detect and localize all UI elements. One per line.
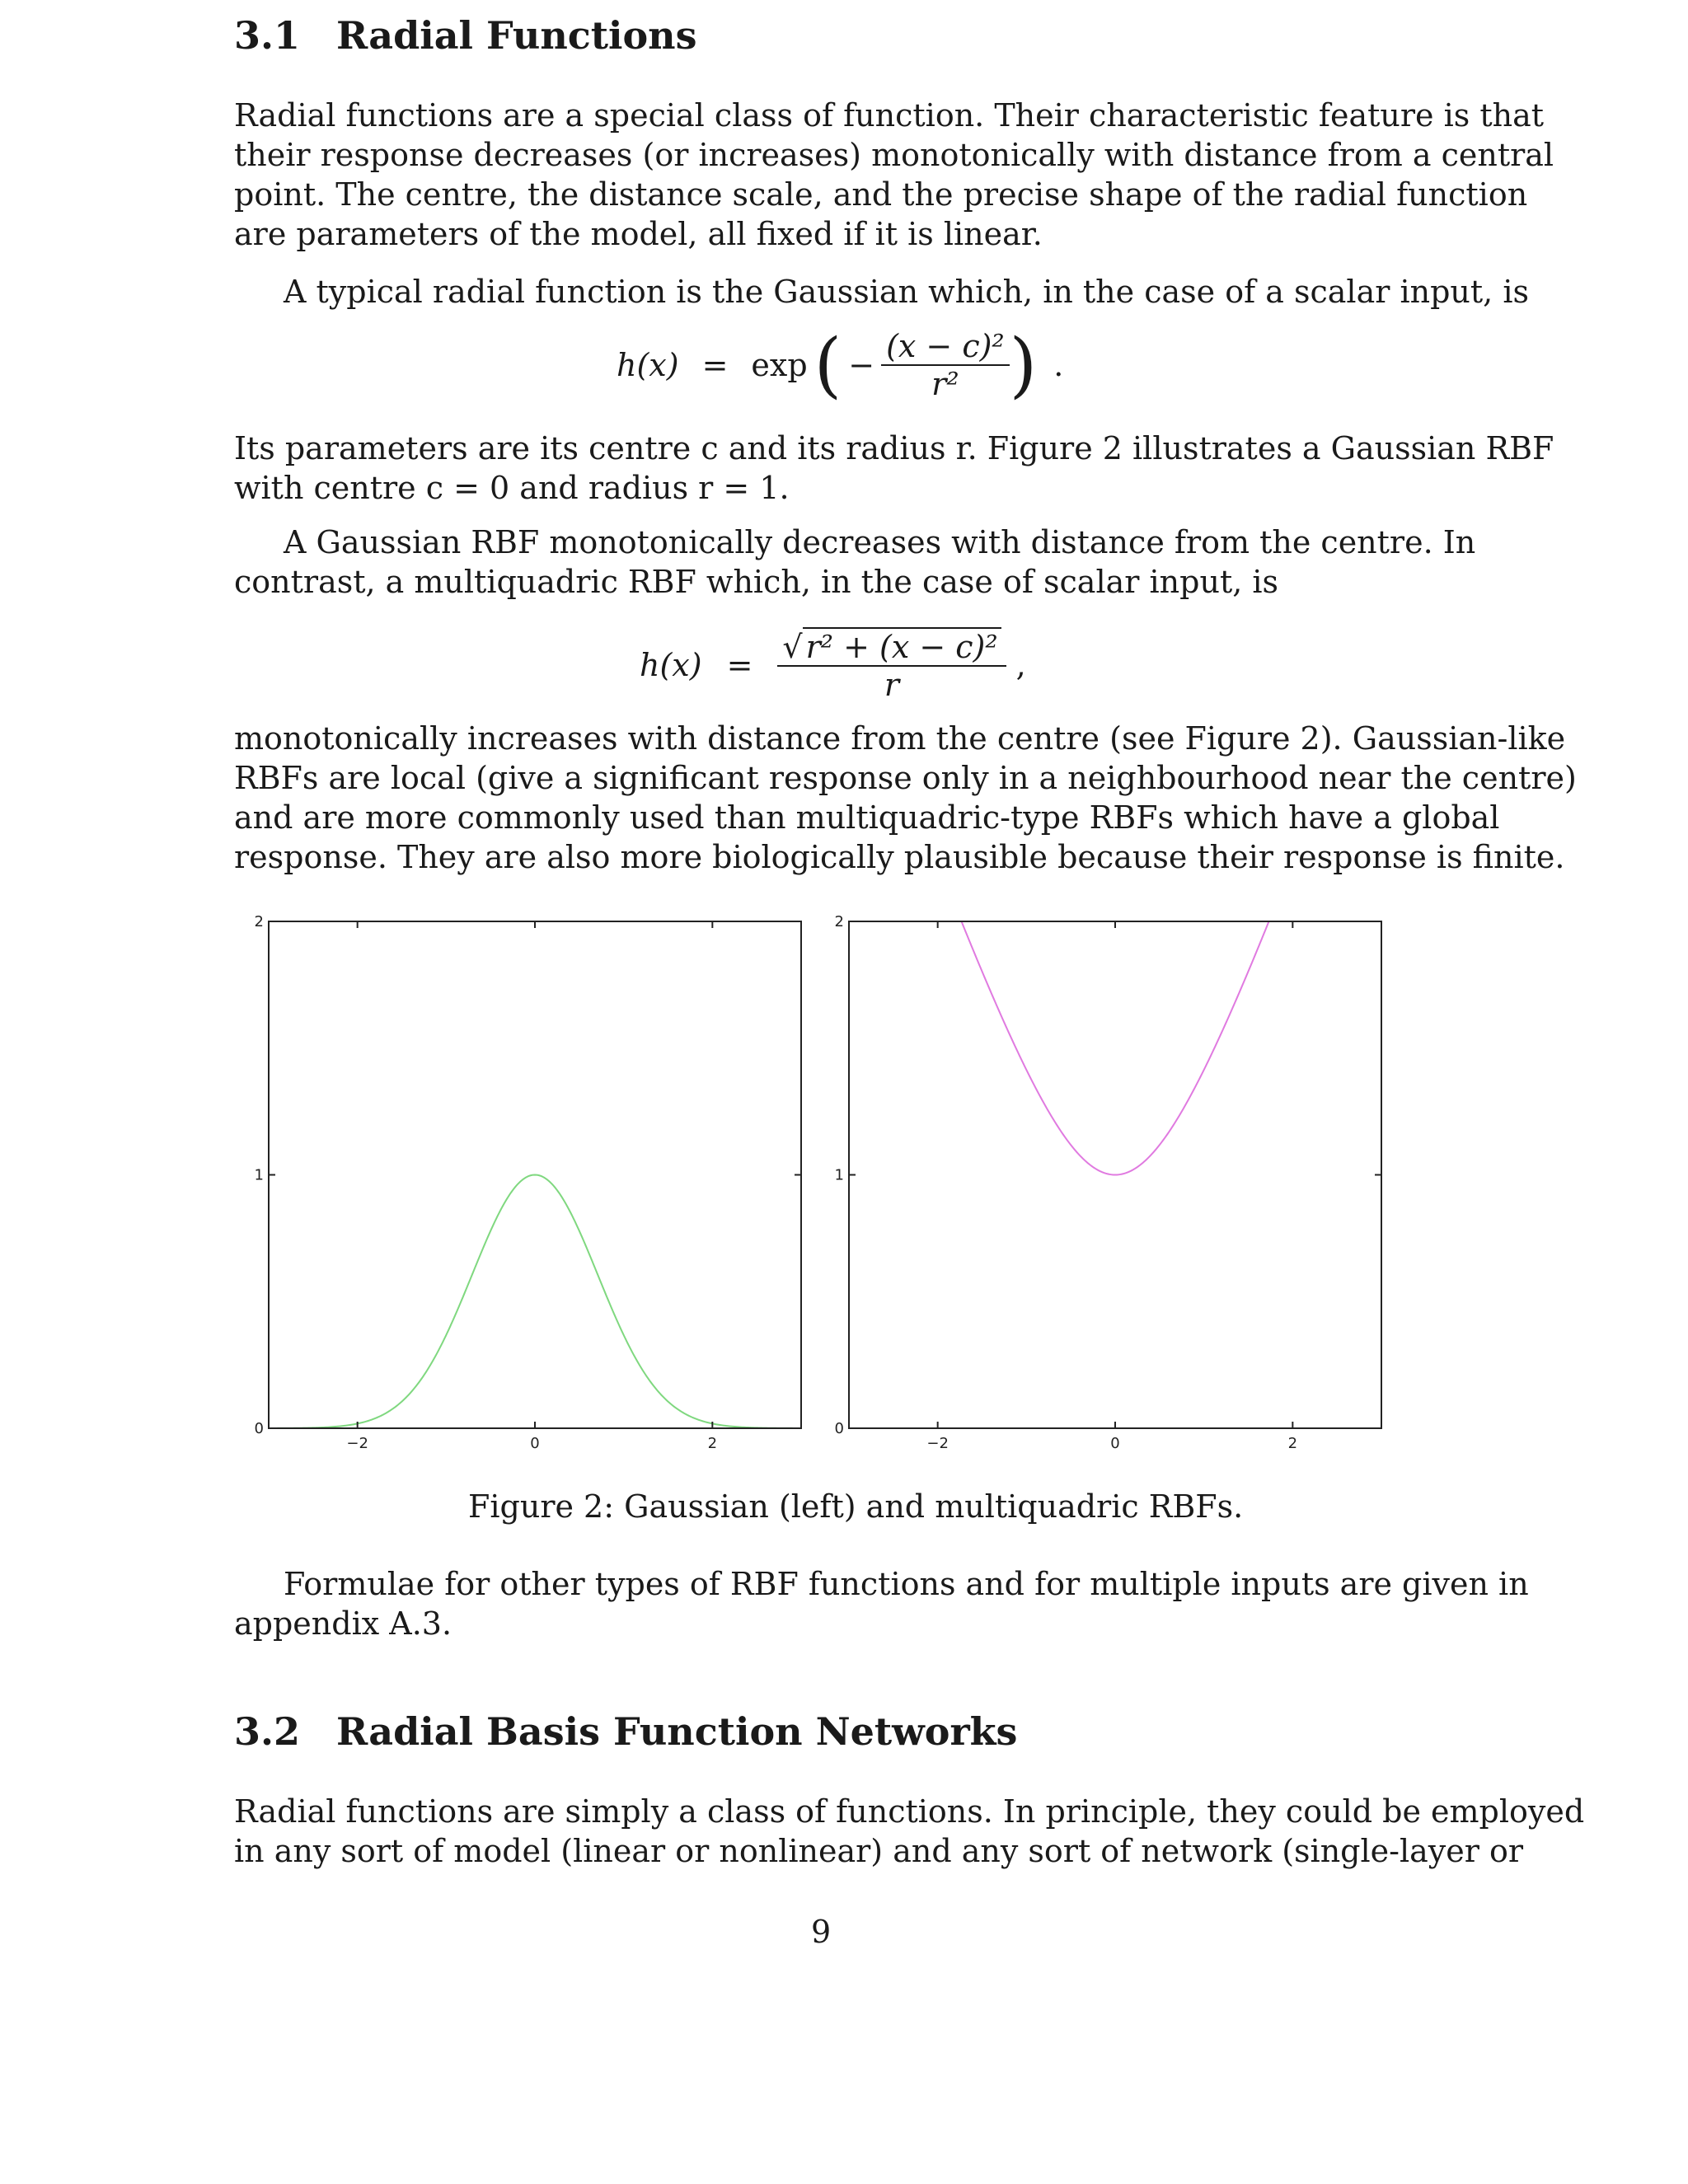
sqrt-symbol: √ <box>782 629 803 665</box>
text-line: RBFs are local (give a significant response only in a neighbourhood near the centre) <box>234 760 1577 796</box>
paragraph-multiquadric-intro <box>234 523 1476 602</box>
text-line: are parameters of the model, all fixed if it is linear. <box>234 216 1043 252</box>
section-heading-3-1 <box>234 13 697 58</box>
equation-gaussian <box>617 312 1063 419</box>
figure-2 <box>239 907 1409 1459</box>
radicand: r² + (x − c)² <box>803 627 1001 665</box>
left-paren: ( <box>814 324 842 406</box>
y-tick-label: 1 <box>834 1166 844 1184</box>
fraction <box>881 328 1010 402</box>
figure-caption: Figure 2: Gaussian (left) and multiquadric RBFs. <box>468 1488 1244 1525</box>
x-tick-label: 0 <box>530 1435 540 1452</box>
paragraph-rbf-networks <box>234 1792 1585 1871</box>
y-tick-label: 2 <box>834 913 844 930</box>
text-line: monotonically increases with distance from the centre (see Figure 2). Gaussian-like <box>234 720 1566 757</box>
fraction <box>777 627 1006 703</box>
minus-sign: − <box>848 347 875 383</box>
text-line: point. The centre, the distance scale, and the precise shape of the radial function <box>234 176 1528 213</box>
comma: , <box>1015 647 1026 683</box>
text-line: A Gaussian RBF monotonically decreases with distance from the centre. In <box>284 524 1476 560</box>
section-title: Radial Functions <box>336 13 697 58</box>
text-line: Radial functions are a special class of function. Their characteristic feature is that <box>234 97 1545 134</box>
section-number: 3.1 <box>234 13 301 58</box>
page-number: 9 <box>811 1914 832 1950</box>
x-tick-label: 0 <box>1110 1435 1120 1452</box>
text-line: response. They are also more biologically plausible because their response is finite. <box>234 839 1565 875</box>
paragraph-intro <box>234 96 1554 254</box>
text-line: Radial functions are simply a class of functions. In principle, they could be employed <box>234 1793 1585 1830</box>
x-tick-label: −2 <box>926 1435 949 1452</box>
exp-function: exp <box>751 347 808 383</box>
section-number: 3.2 <box>234 1709 301 1754</box>
text-line: Formulae for other types of RBF functions and for multiple inputs are given in <box>284 1566 1529 1602</box>
x-tick-label: 2 <box>707 1435 718 1452</box>
text-line: contrast, a multiquadric RBF which, in the case of scalar input, is <box>234 564 1279 600</box>
paragraph-gaussian-intro <box>234 272 1529 312</box>
text-line: A typical radial function is the Gaussian which, in the case of a scalar input, is <box>284 274 1529 310</box>
y-tick-label: 0 <box>834 1420 844 1437</box>
paragraph-formulae <box>234 1564 1529 1643</box>
text-line: appendix A.3. <box>234 1605 452 1642</box>
paragraph-parameters <box>234 429 1554 508</box>
x-tick-label: −2 <box>346 1435 368 1452</box>
section-heading-3-2 <box>234 1709 1017 1754</box>
period: . <box>1053 347 1064 383</box>
text-line: Its parameters are its centre c and its radius r. Figure 2 illustrates a Gaussian RBF <box>234 430 1554 466</box>
series-line <box>849 907 1381 1175</box>
gaussian-plot <box>255 913 801 1452</box>
equals-sign: = <box>726 647 753 683</box>
right-paren: ) <box>1009 324 1038 406</box>
numerator: (x − c)² <box>881 328 1010 366</box>
text-line: their response decreases (or increases) monotonically with distance from a central <box>234 137 1554 173</box>
multiquadric-plot <box>835 907 1381 1452</box>
numerator <box>777 627 1006 667</box>
y-tick-label: 2 <box>254 913 264 930</box>
series-line <box>269 1175 801 1428</box>
denominator: r² <box>931 366 959 402</box>
paragraph-comparison <box>234 719 1577 877</box>
y-tick-label: 1 <box>254 1166 264 1184</box>
equals-sign: = <box>701 347 729 383</box>
y-tick-label: 0 <box>254 1420 264 1437</box>
text-line: and are more commonly used than multiquadric-type RBFs which have a global <box>234 799 1500 836</box>
section-title: Radial Basis Function Networks <box>336 1709 1018 1754</box>
text-line: with centre c = 0 and radius r = 1. <box>234 470 790 506</box>
equation-lhs: h(x) <box>617 347 679 383</box>
x-tick-label: 2 <box>1287 1435 1298 1452</box>
equation-multiquadric <box>640 615 1026 715</box>
text-line: in any sort of model (linear or nonlinear) and any sort of network (single-layer or <box>234 1833 1524 1869</box>
denominator: r <box>884 667 900 703</box>
equation-lhs: h(x) <box>640 647 702 683</box>
